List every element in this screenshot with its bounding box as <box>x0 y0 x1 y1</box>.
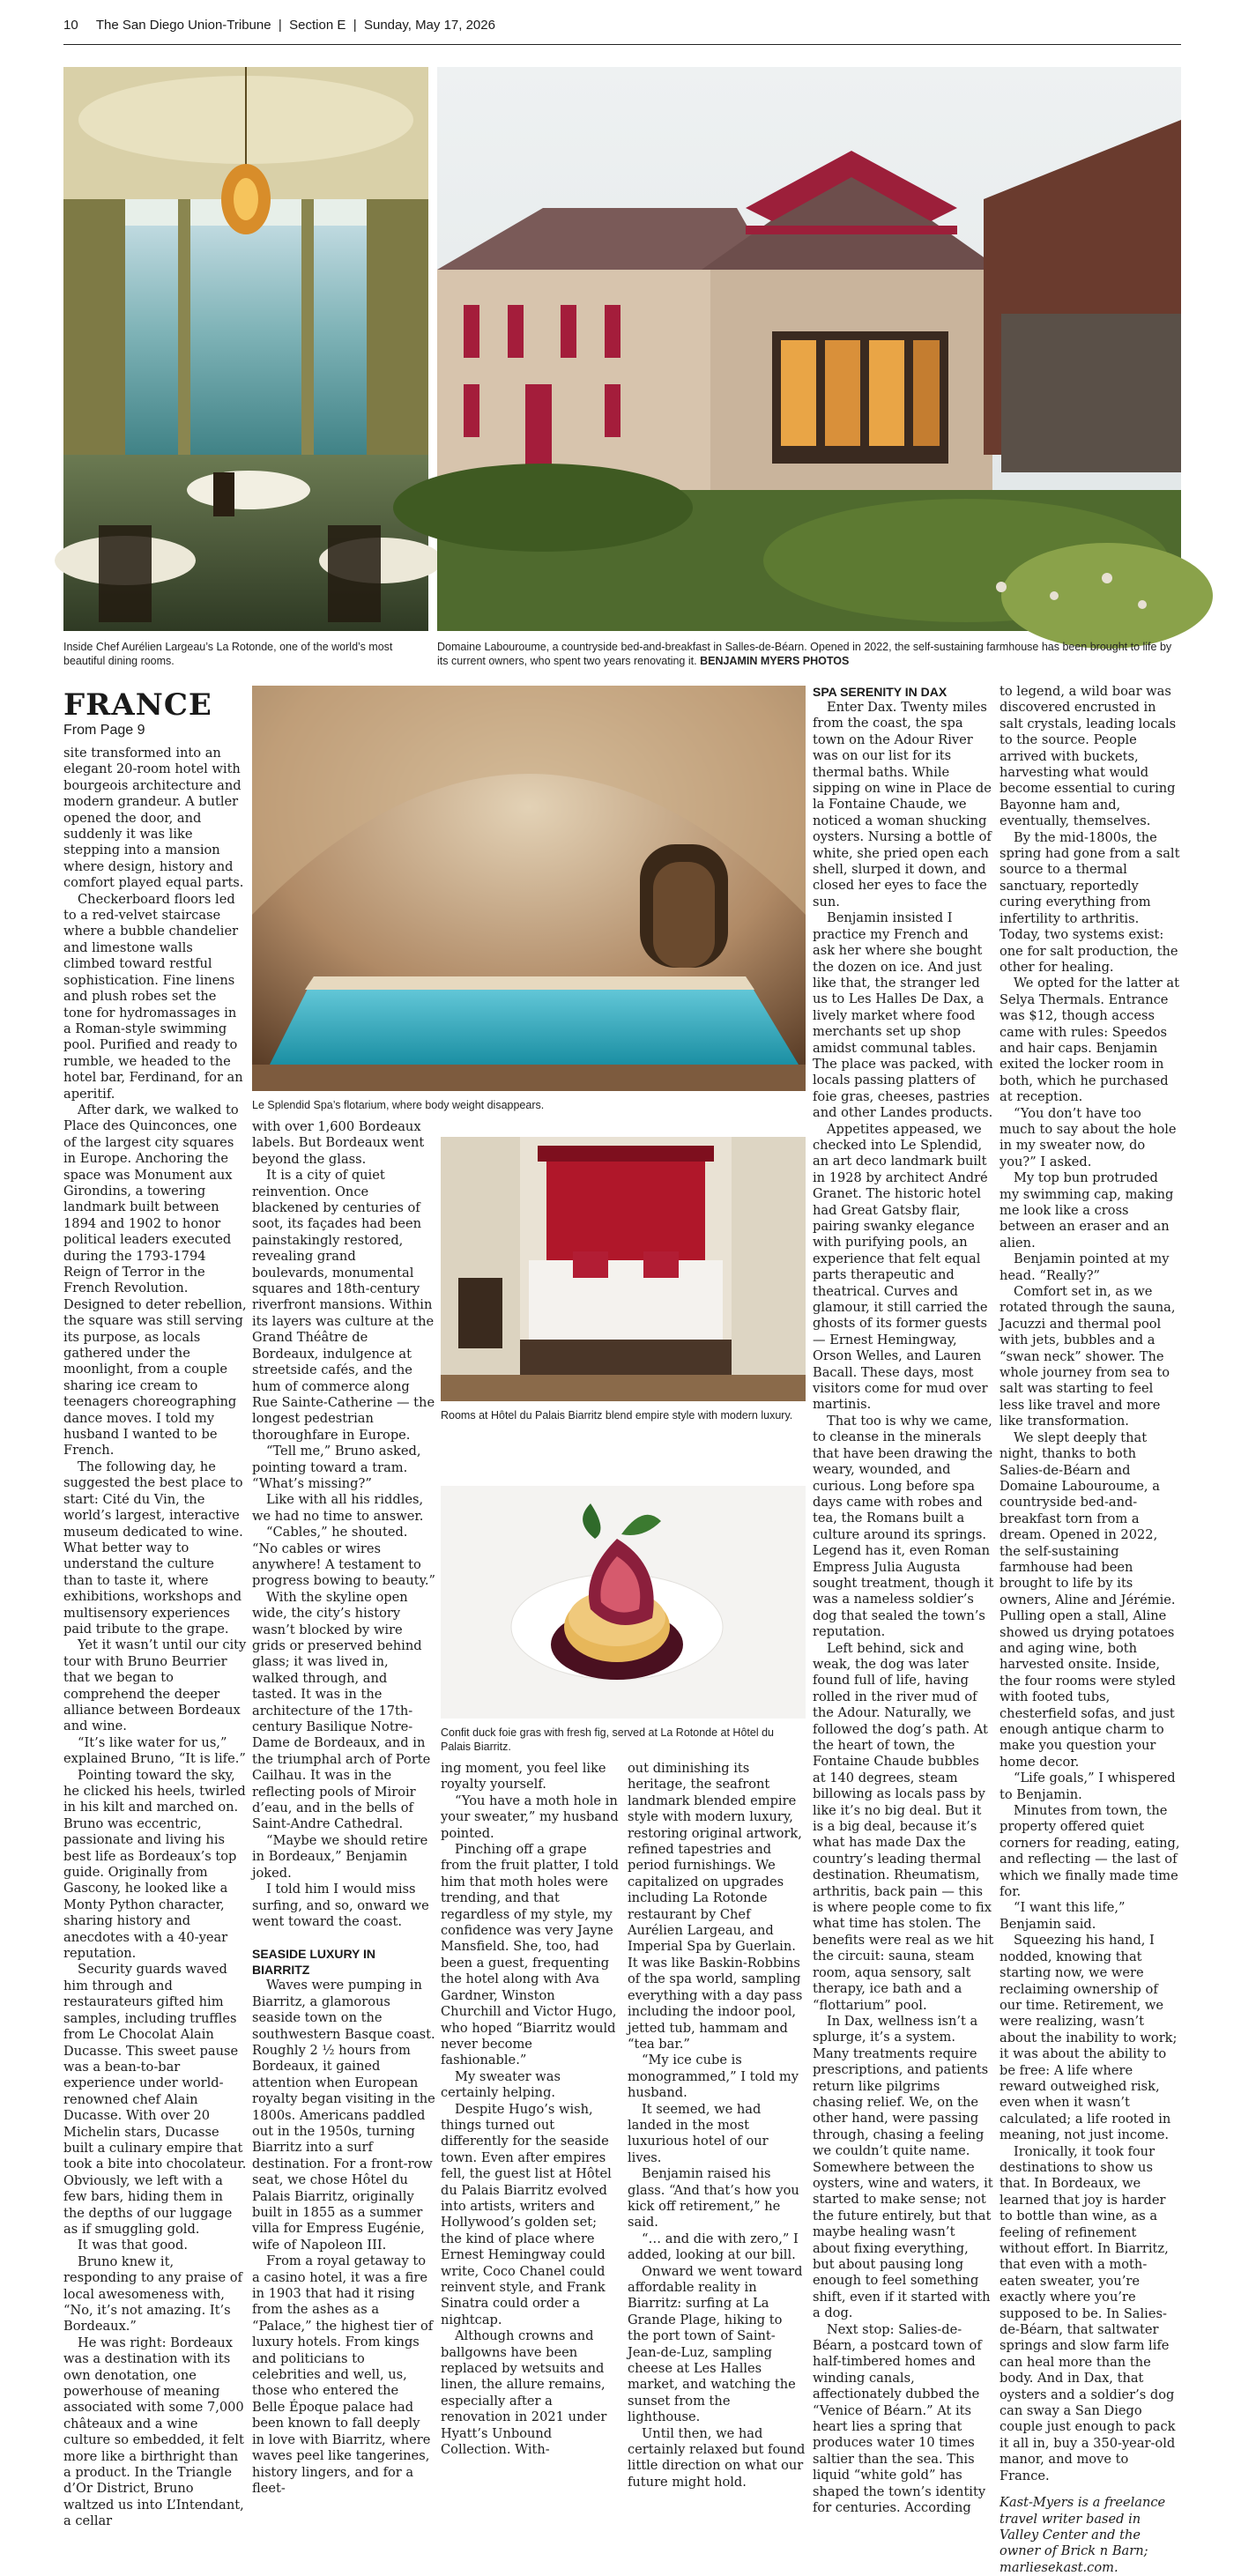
author-signature: Kast-Myers is a freelance travel writer based in Valley Center and the owner of Brick n Barn; marliesekast.com. <box>999 2495 1166 2575</box>
paragraph: “My ice cube is monogrammed,” I told my husband. <box>628 2053 799 2101</box>
paragraph: Appetites appeased, we checked into Le Splendid, an art deco landmark built in 1928 by architect André Granet. The historic hotel had Great Gatsby flair, pairing swanky elegance with purifying pools, an experience that felt equal parts therapeutic and theatrical. Curves and glamour, it still carried the ghosts of its former guests — Ernest Hemingway, Orson Welles, and Lauren Bacall. These days, most visitors come for mud over martinis. <box>813 1121 988 1413</box>
subhead-seaside-luxury: SEASIDE LUXURY IN BIARRITZ <box>252 1947 376 1978</box>
paragraph: It is a city of quiet reinvention. Once blackened by centuries of soot, its façades had been painstakingly restored, revealing grand boulevards, monumental squares and 18th-century riverfront mansions. Within its layers was culture at the Grand Théâtre de Bordeaux, indulgence at streetside cafés, and the hum of commerce along Rue Sainte-Catherine — the longest pedestrian thoroughfare in Europe. <box>252 1168 435 1443</box>
paragraph: “It’s like water for us,” explained Bruno, “It is life.” <box>63 1734 246 1767</box>
article-column-1 <box>63 746 247 2529</box>
caption-foie-gras: Confit duck foie gras with fresh fig, served at La Rotonde at Hôtel du Palais Biarritz. <box>441 1726 774 1753</box>
paragraph: site transformed into an elegant 20-room hotel with bourgeois architecture and modern grandeur. A butler opened the door, and suddenly it was like stepping into a mansion where design, history and comfort played equal parts. <box>63 746 244 891</box>
photo-flotarium <box>252 686 806 1091</box>
paragraph: Pointing toward the sky, he clicked his heels, twirled in his kilt and marched on. Bruno was eccentric, passionate and living his best life as Bordeaux’s top guide. Originally from Gascony, he looked like a Monty Python character, sharing history and anecdotes with a 40-year reputation. <box>63 1767 246 1962</box>
paragraph: Despite Hugo’s wish, things turned out differently for the seaside town. Even after empires fell, the guest list at Hôtel du Palais Biarritz evolved into artists, writers and Hollywood’s golden set; the kind of place where Ernest Hemingway could write, Coco Chanel could reinvent style, and Frank Sinatra could order a nightcap. <box>441 2101 612 2327</box>
paragraph: Squeezing his hand, I nodded, knowing that starting now, we were reclaiming ownership of our time. Retirement, we were realizing, wasn’t about the inability to work; it was about the ability to be free: A life where reward outweighed risk, even when it wasn’t calculated; a life rooted in meaning, not just income. <box>999 1933 1178 2143</box>
paragraph: Benjamin pointed at my head. “Really?” <box>999 1251 1170 1283</box>
paragraph: Comfort set in, as we rotated through the sauna, Jacuzzi and thermal pool with jets, bubbles and a “swan neck” shower. The whole journey from sea to salt was starting to feel less like travel and more like transformation. <box>999 1284 1176 1429</box>
caption-text: Domaine Labouroume, a countryside bed-and-breakfast in Salles-de-Béarn. Opened in 2022, the self-sustaining farmhouse has been brought to life by its current owners, who spent two years renovating it. <box>437 641 1172 667</box>
caption-flotarium: Le Splendid Spa’s flotarium, where body weight disappears. <box>252 1099 545 1111</box>
paragraph: In Dax, wellness isn’t a splurge, it’s a system. Many treatments require prescriptions, and patients return like pilgrims chasing relief. We, on the other hand, were passing through, chasing a feeling we couldn’t quite name. Somewhere between the oysters, wine and waters, it started to make sense; not the future entirely, but that maybe healing wasn’t about fixing everything, but about pausing long enough to feel something shift, even if it started with a dog. <box>813 2013 993 2321</box>
article-column-2 <box>252 1119 435 2496</box>
paragraph: We slept deeply that night, thanks to both Salies-de-Béarn and Domaine Labouroume, a countryside bed-and-breakfast torn from a dream. Opened in 2022, the self-sustaining farmhouse had been brought to life by its owners, Aline and Jérémie. Pulling open a stall, Aline showed us drying potatoes and aging wine, both harvested onsite. Inside, the four rooms were styled with footed tubs, chesterfield sofas, and just enough antique charm to make you question your home decor. <box>999 1429 1176 1770</box>
paragraph: “I want this life,” Benjamin said. <box>999 1900 1126 1932</box>
folio-separator: | <box>349 18 360 33</box>
page-folio <box>63 18 1181 45</box>
paragraph: “Tell me,” Bruno asked, pointing toward a tram. “What’s missing?” <box>252 1444 421 1491</box>
paragraph: Left behind, sick and weak, the dog was later found full of life, having rolled in the river mud of the Adour. Naturally, we followed the dog’s path. At the heart of town, the Fontaine Chaude bubbles at 140 degrees, steam billowing as locals pass by like it’s no big deal. But it is a big deal, because it’s what has made Dax the country’s leading thermal destination. Rheumatism, arthritis, back pain — this is where people come to fix what time has stolen. The benefits were real as we hit the circuit: sauna, steam room, aqua sensory, salt therapy, ice bath and a “flottarium” pool. <box>813 1640 994 2013</box>
photo-domaine-labouroume <box>437 67 1181 631</box>
paragraph: By the mid-1800s, the spring had gone from a salt source to a thermal sanctuary, reportedly curing everything from infertility to arthritis. Today, two systems exist: one for salt production, the other for healing. <box>999 829 1180 975</box>
paragraph: Benjamin insisted I practice my French and ask her where she bought the dozen on ice. And just like that, the stranger led us to Les Halles De Dax, a lively market where food merchants set up shop amidst communal tables. The place was packed, with locals passing platters of foie gras, cheeses, pastries and other Landes products. <box>813 910 993 1121</box>
paper-name: The San Diego Union-Tribune <box>95 18 271 33</box>
paragraph: It was that good. <box>78 2238 188 2253</box>
paragraph: From a royal getaway to a casino hotel, it was a fire in 1903 that had it rising from the ashes as a “Palace,” the highest tier of luxury hotels. From kings and politicians to celebrities and well, us, those who entered the Belle Époque palace had been known to fall deeply in love with Biarritz, where waves peel like tangerines, history lingers, and for a fleet- <box>252 2253 434 2496</box>
paragraph: The following day, he suggested the best place to start: Cité du Vin, the world’s largest, interactive museum dedicated to wine. What better way to understand the culture than to taste it, where exhibitions, workshops and multisensory experiences paid tribute to the grape. <box>63 1459 243 1637</box>
paragraph: “… and die with zero,” I added, looking at our bill. <box>628 2231 799 2263</box>
paragraph: After dark, we walked to Place des Quinconces, one of the largest city squares in Europe. Anchoring the space was Monument aux Girondins, a towering landmark built between 1894 and 1902 to honor political leaders executed during the 1793-1794 Reign of Terror in the French Revolution. Designed to deter rebellion, the square was still serving its purpose, as locals gathered under the moonlight, from a couple sharing ice cream to teenagers choreographing dance moves. I told my husband I wanted to be French. <box>63 1102 247 1459</box>
folio-separator: | <box>274 18 286 33</box>
photo-credit: BENJAMIN MYERS PHOTOS <box>700 655 850 667</box>
paragraph: That too is why we came, to cleanse in the minerals that have been drawing the weary, wounded, and curious. Long before spa days came with robes and tea, the Romans built a culture around its springs. Legend has it, even Roman Empress Julia Augusta sought treatment, though it was a nameless soldier’s dog that sealed the town’s reputation. <box>813 1413 994 1640</box>
paragraph: to legend, a wild boar was discovered encrusted in salt crystals, leading locals to the source. People arrived with buckets, harvesting what would become essential to curing Bayonne ham and, eventually, themselves. <box>999 684 1177 829</box>
article-column-4 <box>628 1761 806 2490</box>
caption-domaine-labouroume <box>437 640 1181 668</box>
paragraph: Minutes from town, the property offered quiet corners for reading, eating, and reflecting — the last of which we finally made time for. <box>999 1803 1180 1900</box>
paragraph: Benjamin raised his glass. “And that’s how you kick off retirement,” he said. <box>628 2166 799 2231</box>
paragraph: Next stop: Salies-de-Béarn, a postcard town of half-timbered homes and winding canals, affectionately dubbed the “Venice of Béarn.” At its heart lies a spring that produces water 10 times saltier than the sea. This liquid “white gold” has shaped the town’s identity for centuries. According <box>813 2321 986 2516</box>
photo-la-rotonde <box>63 67 428 631</box>
paragraph: “You have a moth hole in your sweater,” my husband pointed. <box>441 1793 619 1841</box>
issue-date: Sunday, May 17, 2026 <box>363 18 495 33</box>
paragraph: Pinching off a grape from the fruit platter, I told him that moth holes were trending, and that regardless of my style, my confidence was very Jayne Mansfield. She, too, had been a guest, frequenting the hotel along with Ava Gardner, Winston Churchill and Victor Hugo, who hoped “Biarritz would never become fashionable.” <box>441 1842 619 2068</box>
paragraph: My sweater was certainly helping. <box>441 2068 561 2101</box>
paragraph: Until then, we had certainly relaxed but found little direction on what our future might hold. <box>628 2425 806 2490</box>
paragraph: Enter Dax. Twenty miles from the coast, the spa town on the Adour River was on our list for its thermal baths. While sipping on wine in Place de la Fontaine Chaude, we noticed a woman shucking oysters. Nursing a bottle of white, she pried open each shell, slurped it down, and closed her eyes to face the sun. <box>813 700 992 909</box>
paragraph: Ironically, it took four destinations to show us that. In Bordeaux, we learned that joy is harder to bottle than wine, as a feeling of refinement without effort. In Biarritz, that even with a moth-eaten sweater, you’re exactly where you’re supposed to be. In Salies-de-Béarn, that saltwater springs and slow farm life can heal more than the body. And in Dax, that oysters and a soldier’s dog can sway a San Diego couple just enough to pack it all in, buy a 350-year-old manor, and move to France. <box>999 2143 1176 2483</box>
article-column-5 <box>813 684 994 2516</box>
paragraph: Like with all his riddles, we had no time to answer. <box>252 1492 424 1524</box>
photo-hotel-room <box>441 1137 806 1401</box>
paragraph: Onward we went toward affordable reality in Biarritz: surfing at La Grande Plage, hiking to the port town of Saint-Jean-de-Luz, sampling cheese at Les Halles market, and watching the sunset from the lighthouse. <box>628 2263 803 2425</box>
section-headline: FRANCE <box>63 687 212 723</box>
photo-foie-gras <box>441 1486 806 1719</box>
paragraph: ing moment, you feel like royalty yourself. <box>441 1761 606 1793</box>
paragraph: I told him I would miss surfing, and so, onward we went toward the coast. <box>252 1882 429 1929</box>
paragraph: Waves were pumping in Biarritz, a glamorous seaside town on the southwestern Basque coast. Roughly 2 ½ hours from Bordeaux, it gained attention when European royalty began visiting in the 1800s. Americans paddled out in the 1950s, turning Biarritz into a surf destination. For a front-row seat, we chose Hôtel du Palais Biarritz, originally built in 1855 as a summer villa for Empress Eugénie, wife of Napoleon III. <box>252 1978 435 2253</box>
paragraph: “Cables,” he shouted. “No cables or wires anywhere! A testament to progress bowing to beauty.” <box>252 1525 435 1589</box>
paragraph: It seemed, we had landed in the most luxurious hotel of our lives. <box>628 2101 769 2165</box>
paragraph: with over 1,600 Bordeaux labels. But Bordeaux went beyond the glass. <box>252 1119 425 1167</box>
article-column-3 <box>441 1761 619 2458</box>
paragraph: We opted for the latter at Selya Thermals. Entrance was $12, though access came with rules: Speedos and hair caps. Benjamin exited the locker room in both, which he purchased at reception. <box>999 976 1179 1105</box>
paragraph: Checkerboard floors led to a red-velvet staircase where a bubble chandelier and limestone walls climbed toward restful sophistication. Fine linens and plush robes set the tone for hydromassages in a Roman-style swimming pool. Purified and ready to rumble, we headed to the hotel bar, Ferdinand, for an aperitif. <box>63 891 243 1102</box>
paragraph: “Life goals,” I whispered to Benjamin. <box>999 1771 1176 1802</box>
paragraph: Bruno knew it, responding to any praise of local awesomeness with, “No, it’s not amazing. It’s Bordeaux.” <box>63 2253 242 2335</box>
page-number: 10 <box>63 18 78 33</box>
caption-hotel-room: Rooms at Hôtel du Palais Biarritz blend empire style with modern luxury. <box>441 1409 793 1422</box>
paragraph: “Maybe we should retire in Bordeaux,” Benjamin joked. <box>252 1832 428 1881</box>
paragraph: Although crowns and ballgowns have been replaced by wetsuits and linen, the allure remains, especially after a renovation in 2021 under Hyatt’s Unbound Collection. With- <box>441 2328 607 2458</box>
caption-la-rotonde: Inside Chef Aurélien Largeau’s La Rotonde, one of the world’s most beautiful dining rooms. <box>63 641 393 667</box>
paragraph: Security guards waved him through and restaurateurs gifted him samples, including truffles from Le Chocolat Alain Ducasse. This sweet pause was a bean-to-bar experience under world-renowned chef Alain Ducasse. With over 20 Michelin stars, Ducasse built a culinary empire that took a bite into chocolateur. Obviously, we left with a few bars, hiding them in the depths of our luggage as if smuggling gold. <box>63 1962 247 2237</box>
paragraph: He was right: Bordeaux was a destination with its own denotation, one powerhouse of meaning associated with some 7,000 châteaux and a wine culture so embedded, it felt more like a birthright than a product. In the Triangle d’Or District, Bruno waltzed us into L’Intendant, a cellar <box>63 2335 244 2529</box>
section-label: Section E <box>289 18 346 33</box>
subhead-spa-serenity: SPA SERENITY IN DAX <box>813 685 947 699</box>
paragraph: Yet it wasn’t until our city tour with Bruno Beurrier that we began to comprehend the deeper alliance between Bordeaux and wine. <box>63 1637 247 1734</box>
paragraph: My top bun protruded my swimming cap, making me look like a cross between an eraser and an alien. <box>999 1170 1174 1251</box>
paragraph: out diminishing its heritage, the seafront landmark blended empire style with modern luxury, restoring original artwork, refined tapestries and period furnishings. We capitalized on upgrades including La Rotonde restaurant by Chef Aurélien Largeau, and Imperial Spa by Guerlain. It was like Baskin-Robbins of the spa world, sampling everything with a day pass including the indoor pool, jetted tub, hammam and “tea bar.” <box>628 1761 803 2052</box>
paragraph: “You don’t have too much to say about the hole in my sweater now, do you?” I asked. <box>999 1105 1177 1169</box>
article-column-6 <box>999 684 1181 2575</box>
jump-line: From Page 9 <box>63 723 145 738</box>
paragraph: With the skyline open wide, the city’s history wasn’t blocked by wire grids or preserved behind glass; it was lived in, walked through, and tasted. It was in the architecture of the 17th-century Basilique Notre-Dame de Bordeaux, and in the triumphal arch of Porte Cailhau. It was in the reflecting pools of Miroir d’eau, and in the bells of Saint-Andre Cathedral. <box>252 1589 431 1832</box>
